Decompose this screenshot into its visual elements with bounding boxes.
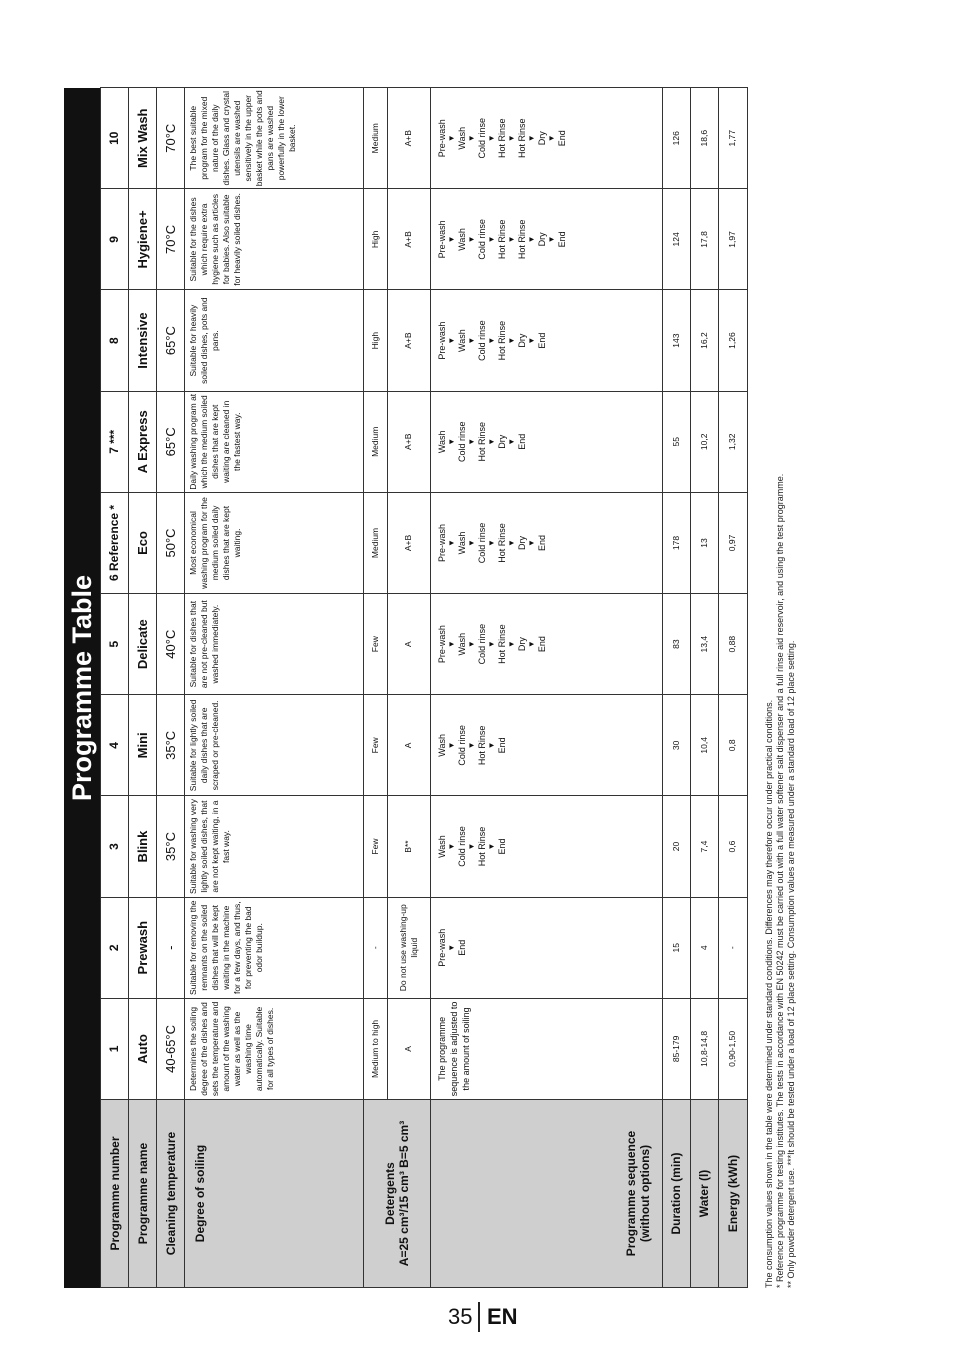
- programme-number-cell: 2: [101, 897, 129, 998]
- language-code: EN: [487, 1304, 518, 1329]
- row-label-cleaning-temperature: Cleaning temperature: [157, 1100, 185, 1288]
- sequence-step: Hot Rinse: [516, 219, 527, 260]
- programme-description-cell: Most economical washing program for the medium soiled daily dishes that are kept waiting.: [185, 492, 364, 593]
- sequence-step: Hot Rinse: [476, 725, 487, 766]
- sequence-step: Dry: [496, 434, 507, 449]
- page-number: 35: [448, 1304, 473, 1329]
- sequence-step: Dry: [536, 232, 547, 247]
- programme-water-cell: 18,6: [690, 88, 718, 189]
- down-arrow-icon: ▼: [466, 640, 476, 649]
- programme-water-cell: 13,4: [690, 594, 718, 695]
- programme-name-cell: Prewash: [129, 897, 157, 998]
- sequence-step: End: [496, 838, 507, 855]
- down-arrow-icon: ▼: [446, 741, 456, 750]
- down-arrow-icon: ▼: [466, 741, 476, 750]
- sequence-step: Wash: [436, 734, 447, 757]
- programme-detergent-cell: Do not use washing-up liquid: [388, 897, 430, 998]
- sequence-step: Hot Rinse: [496, 219, 507, 260]
- programme-name-cell: Intensive: [129, 290, 157, 391]
- programme-water-cell: 7,4: [690, 796, 718, 897]
- programme-temperature-cell: 35°C: [157, 796, 185, 897]
- sequence-step: Hot Rinse: [476, 422, 487, 462]
- sequence-step: Pre-wash: [436, 220, 447, 259]
- sequence-step: Hot Rinse: [496, 118, 507, 158]
- programme-water-cell: 16,2: [690, 290, 718, 391]
- programme-number-cell: 6 Reference *: [101, 492, 129, 593]
- programme-sequence-cell: [430, 695, 662, 796]
- sequence-step: Pre-wash: [436, 523, 447, 562]
- programme-temperature-cell: 65°C: [157, 290, 185, 391]
- row-label-programme-name: Programme name: [129, 1100, 157, 1288]
- programme-sequence-cell: [430, 189, 662, 290]
- sequence-step: Cold rinse: [456, 725, 467, 766]
- down-arrow-icon: ▼: [446, 842, 456, 851]
- programme-sequence-cell: [430, 998, 662, 1099]
- down-arrow-icon: ▼: [486, 741, 496, 750]
- programme-temperature-cell: 50°C: [157, 492, 185, 593]
- down-arrow-icon: ▼: [486, 640, 496, 649]
- programme-detergent-cell: A: [388, 594, 430, 695]
- footnote-standard-conditions: The consumption values shown in the table were determined under standard conditions. Differences may therefore occur under practical conditions.: [764, 699, 774, 1288]
- programme-name-cell: A Express: [129, 391, 157, 492]
- programme-water-cell: 13: [690, 492, 718, 593]
- programme-soiling-degree-cell: Medium to high: [364, 998, 388, 1099]
- sequence-step: Cold rinse: [476, 522, 487, 564]
- sequence-step: Cold rinse: [456, 421, 467, 463]
- programme-description-cell: Suitable for removing the remnants on the soiled dishes that will be kept waiting in the machine for a few days, and thus, for preventing the bad odor buildup.: [185, 897, 364, 998]
- table-title: Programme Table: [64, 88, 100, 1288]
- programme-sequence-cell: [430, 290, 662, 391]
- sequence-step: Hot Rinse: [496, 320, 507, 361]
- programme-name-cell: Blink: [129, 796, 157, 897]
- sequence-label-line2: (without options): [637, 1144, 652, 1243]
- programme-description-cell: Daily washing program at which the medium soiled dishes that are kept waiting are cleaned in the fastest way.: [185, 391, 364, 492]
- down-arrow-icon: ▼: [486, 539, 496, 547]
- programme-description-cell: Suitable for lightly soiled daily dishes that are scraped or pre-cleaned.: [185, 695, 364, 796]
- down-arrow-icon: ▼: [506, 640, 516, 649]
- programme-detergent-cell: A+B: [388, 290, 430, 391]
- sequence-step: Cold rinse: [476, 117, 487, 159]
- sequence-step: Pre-wash: [436, 625, 447, 664]
- sequence-step: Wash: [456, 329, 467, 352]
- sequence-step: Wash: [456, 632, 467, 656]
- programme-duration-cell: 124: [662, 189, 690, 290]
- row-label-degree-of-soiling: Degree of soiling: [185, 1100, 364, 1288]
- sequence-text: The programme sequence is adjusted to the amount of soiling: [436, 1001, 471, 1097]
- programme-duration-cell: 178: [662, 492, 690, 593]
- programme-water-cell: 17,8: [690, 189, 718, 290]
- page-separator: [478, 1302, 480, 1332]
- sequence-step: Dry: [516, 333, 527, 348]
- down-arrow-icon: ▼: [446, 539, 456, 547]
- programme-temperature-cell: 70°C: [157, 88, 185, 189]
- programme-temperature-cell: 35°C: [157, 695, 185, 796]
- sequence-step: Cold rinse: [456, 826, 467, 867]
- programme-number-cell: 8: [101, 290, 129, 391]
- programme-number-cell: 9: [101, 189, 129, 290]
- down-arrow-icon: ▼: [466, 134, 476, 143]
- programme-detergent-cell: A+B: [388, 189, 430, 290]
- programme-water-cell: 4: [690, 897, 718, 998]
- sequence-step: Pre-wash: [436, 321, 447, 360]
- programme-duration-cell: 20: [662, 796, 690, 897]
- programme-detergent-cell: A: [388, 998, 430, 1099]
- down-arrow-icon: ▼: [546, 235, 556, 244]
- programme-number-cell: 7 ***: [101, 391, 129, 492]
- programme-table: [100, 87, 748, 1288]
- down-arrow-icon: ▼: [486, 437, 496, 446]
- footnotes: [764, 88, 814, 1288]
- row-label-energy: Energy (kWh): [718, 1100, 747, 1288]
- programme-temperature-cell: 40-65°C: [157, 998, 185, 1099]
- sequence-step: Cold rinse: [476, 320, 487, 361]
- programme-duration-cell: 55: [662, 391, 690, 492]
- down-arrow-icon: ▼: [446, 235, 456, 244]
- down-arrow-icon: ▼: [486, 842, 496, 851]
- row-label-programme-number: Programme number: [101, 1100, 129, 1288]
- down-arrow-icon: ▼: [546, 134, 556, 143]
- sequence-step: Wash: [456, 531, 467, 555]
- sequence-step: Pre-wash: [436, 928, 447, 967]
- programme-detergent-cell: A+B: [388, 88, 430, 189]
- programme-description-cell: The best suitable program for the mixed nature of the daily dishes. Glass and crystal utensils are washed sensitively in the upper basket while the pots and pans are washed powerfully in the lower basket.: [185, 88, 364, 189]
- down-arrow-icon: ▼: [486, 134, 496, 143]
- down-arrow-icon: ▼: [466, 539, 476, 547]
- programme-energy-cell: -: [718, 897, 747, 998]
- down-arrow-icon: ▼: [446, 336, 456, 345]
- down-arrow-icon: ▼: [526, 235, 536, 244]
- sequence-step: Wash: [456, 228, 467, 251]
- programme-energy-cell: 1,26: [718, 290, 747, 391]
- row-label-water: Water (l): [690, 1100, 718, 1288]
- footnote-powder-detergent: ** Only powder detergent use. ***It should be tested under a load of 12 place setting. Consumption values are measured under a standard load of 12 place setting.: [786, 640, 796, 1288]
- row-label-detergents: [364, 1100, 430, 1288]
- down-arrow-icon: ▼: [466, 437, 476, 446]
- programme-description-cell: Suitable for washing very lightly soiled dishes, that are not kept waiting, in a fast way.: [185, 796, 364, 897]
- down-arrow-icon: ▼: [466, 336, 476, 345]
- programme-description-cell: Suitable for heavily soiled dishes, pots and pans.: [185, 290, 364, 391]
- programme-temperature-cell: 70°C: [157, 189, 185, 290]
- sequence-step: Wash: [436, 430, 447, 454]
- sequence-step: End: [556, 130, 567, 147]
- sequence-step: End: [556, 231, 567, 248]
- sequence-step: End: [456, 939, 467, 956]
- programme-duration-cell: 126: [662, 88, 690, 189]
- programme-energy-cell: 0,8: [718, 695, 747, 796]
- sequence-step: Dry: [536, 131, 547, 146]
- sequence-step: End: [536, 534, 547, 551]
- programme-water-cell: 10,4: [690, 695, 718, 796]
- programme-description-cell: Determines the soiling degree of the dishes and sets the temperature and amount of the washing water as well as the washing time automatically. Suitable for all types of dishes.: [185, 998, 364, 1099]
- footnote-reference-programme: * Reference programme for testing institutes. The tests in accordance with EN 50242 must be carried out with a full water softener salt dispenser and a full rinse aid reservoir, and using the test programme.: [775, 473, 785, 1288]
- programme-temperature-cell: 65°C: [157, 391, 185, 492]
- programme-detergent-cell: B**: [388, 796, 430, 897]
- programme-soiling-degree-cell: Medium: [364, 88, 388, 189]
- detergents-label-line1: Detergents: [382, 1162, 397, 1225]
- programme-detergent-cell: A+B: [388, 391, 430, 492]
- programme-energy-cell: 0,6: [718, 796, 747, 897]
- down-arrow-icon: ▼: [506, 539, 516, 547]
- down-arrow-icon: ▼: [466, 235, 476, 244]
- sequence-step: End: [536, 636, 547, 653]
- programme-energy-cell: 1,97: [718, 189, 747, 290]
- programme-soiling-degree-cell: Few: [364, 695, 388, 796]
- sequence-step: End: [516, 433, 527, 450]
- down-arrow-icon: ▼: [446, 640, 456, 649]
- programme-energy-cell: 0,90-1,50: [718, 998, 747, 1099]
- programme-energy-cell: 0,97: [718, 492, 747, 593]
- programme-energy-cell: 0,88: [718, 594, 747, 695]
- programme-soiling-degree-cell: High: [364, 189, 388, 290]
- programme-number-cell: 3: [101, 796, 129, 897]
- programme-soiling-degree-cell: High: [364, 290, 388, 391]
- sequence-step: Hot Rinse: [516, 118, 527, 158]
- down-arrow-icon: ▼: [506, 437, 516, 446]
- programme-description-cell: Suitable for dishes that are not pre-cleaned but washed immediately.: [185, 594, 364, 695]
- sequence-step: Wash: [436, 835, 447, 858]
- sequence-step: Pre-wash: [436, 119, 447, 158]
- programme-energy-cell: 1,77: [718, 88, 747, 189]
- programme-name-cell: Auto: [129, 998, 157, 1099]
- programme-name-cell: Mini: [129, 695, 157, 796]
- programme-soiling-degree-cell: -: [364, 897, 388, 998]
- down-arrow-icon: ▼: [446, 943, 456, 952]
- programme-sequence-cell: [430, 897, 662, 998]
- sequence-step: Hot Rinse: [496, 624, 507, 664]
- row-label-duration: Duration (min): [662, 1100, 690, 1288]
- down-arrow-icon: ▼: [506, 336, 516, 345]
- sequence-step: Dry: [516, 637, 527, 652]
- sequence-step: Cold rinse: [476, 219, 487, 260]
- sequence-step: Hot Rinse: [496, 523, 507, 563]
- programme-duration-cell: 85-179: [662, 998, 690, 1099]
- programme-number-cell: 10: [101, 88, 129, 189]
- down-arrow-icon: ▼: [466, 842, 476, 851]
- down-arrow-icon: ▼: [506, 235, 516, 244]
- sequence-label-line1: Programme sequence: [623, 1130, 638, 1257]
- down-arrow-icon: ▼: [446, 437, 456, 446]
- programme-sequence-cell: [430, 391, 662, 492]
- programme-soiling-degree-cell: Few: [364, 594, 388, 695]
- programme-number-cell: 5: [101, 594, 129, 695]
- down-arrow-icon: ▼: [486, 336, 496, 345]
- programme-duration-cell: 30: [662, 695, 690, 796]
- programme-soiling-degree-cell: Few: [364, 796, 388, 897]
- programme-name-cell: Eco: [129, 492, 157, 593]
- programme-detergent-cell: A: [388, 695, 430, 796]
- programme-description-cell: Suitable for the dishes which require extra hygiene such as articles for babies. Also suitable for heavily soiled dishes.: [185, 189, 364, 290]
- sequence-step: Hot Rinse: [476, 826, 487, 867]
- detergents-label-line2: A=25 cm³/15 cm³ B=5 cm³: [396, 1120, 411, 1267]
- down-arrow-icon: ▼: [526, 539, 536, 547]
- programme-name-cell: Hygiene+: [129, 189, 157, 290]
- programme-soiling-degree-cell: Medium: [364, 391, 388, 492]
- down-arrow-icon: ▼: [526, 336, 536, 345]
- sequence-step: Wash: [456, 126, 467, 150]
- programme-water-cell: 10,8-14,8: [690, 998, 718, 1099]
- sequence-step: Cold rinse: [476, 623, 487, 665]
- sequence-step: Dry: [516, 535, 527, 550]
- programme-sequence-cell: [430, 88, 662, 189]
- sequence-step: End: [496, 737, 507, 754]
- down-arrow-icon: ▼: [526, 134, 536, 143]
- programme-sequence-cell: [430, 594, 662, 695]
- down-arrow-icon: ▼: [486, 235, 496, 244]
- down-arrow-icon: ▼: [446, 134, 456, 143]
- programme-duration-cell: 15: [662, 897, 690, 998]
- sequence-step: End: [536, 332, 547, 349]
- programme-number-cell: 1: [101, 998, 129, 1099]
- programme-name-cell: Delicate: [129, 594, 157, 695]
- programme-name-cell: Mix Wash: [129, 88, 157, 189]
- programme-sequence-cell: [430, 492, 662, 593]
- programme-energy-cell: 1,32: [718, 391, 747, 492]
- programme-soiling-degree-cell: Medium: [364, 492, 388, 593]
- down-arrow-icon: ▼: [506, 134, 516, 143]
- programme-duration-cell: 143: [662, 290, 690, 391]
- down-arrow-icon: ▼: [526, 640, 536, 649]
- programme-number-cell: 4: [101, 695, 129, 796]
- programme-sequence-cell: [430, 796, 662, 897]
- programme-temperature-cell: 40°C: [157, 594, 185, 695]
- programme-water-cell: 10,2: [690, 391, 718, 492]
- row-label-programme-sequence: [430, 1100, 662, 1288]
- programme-temperature-cell: -: [157, 897, 185, 998]
- programme-detergent-cell: A+B: [388, 492, 430, 593]
- programme-table-area: [64, 88, 748, 1288]
- programme-duration-cell: 83: [662, 594, 690, 695]
